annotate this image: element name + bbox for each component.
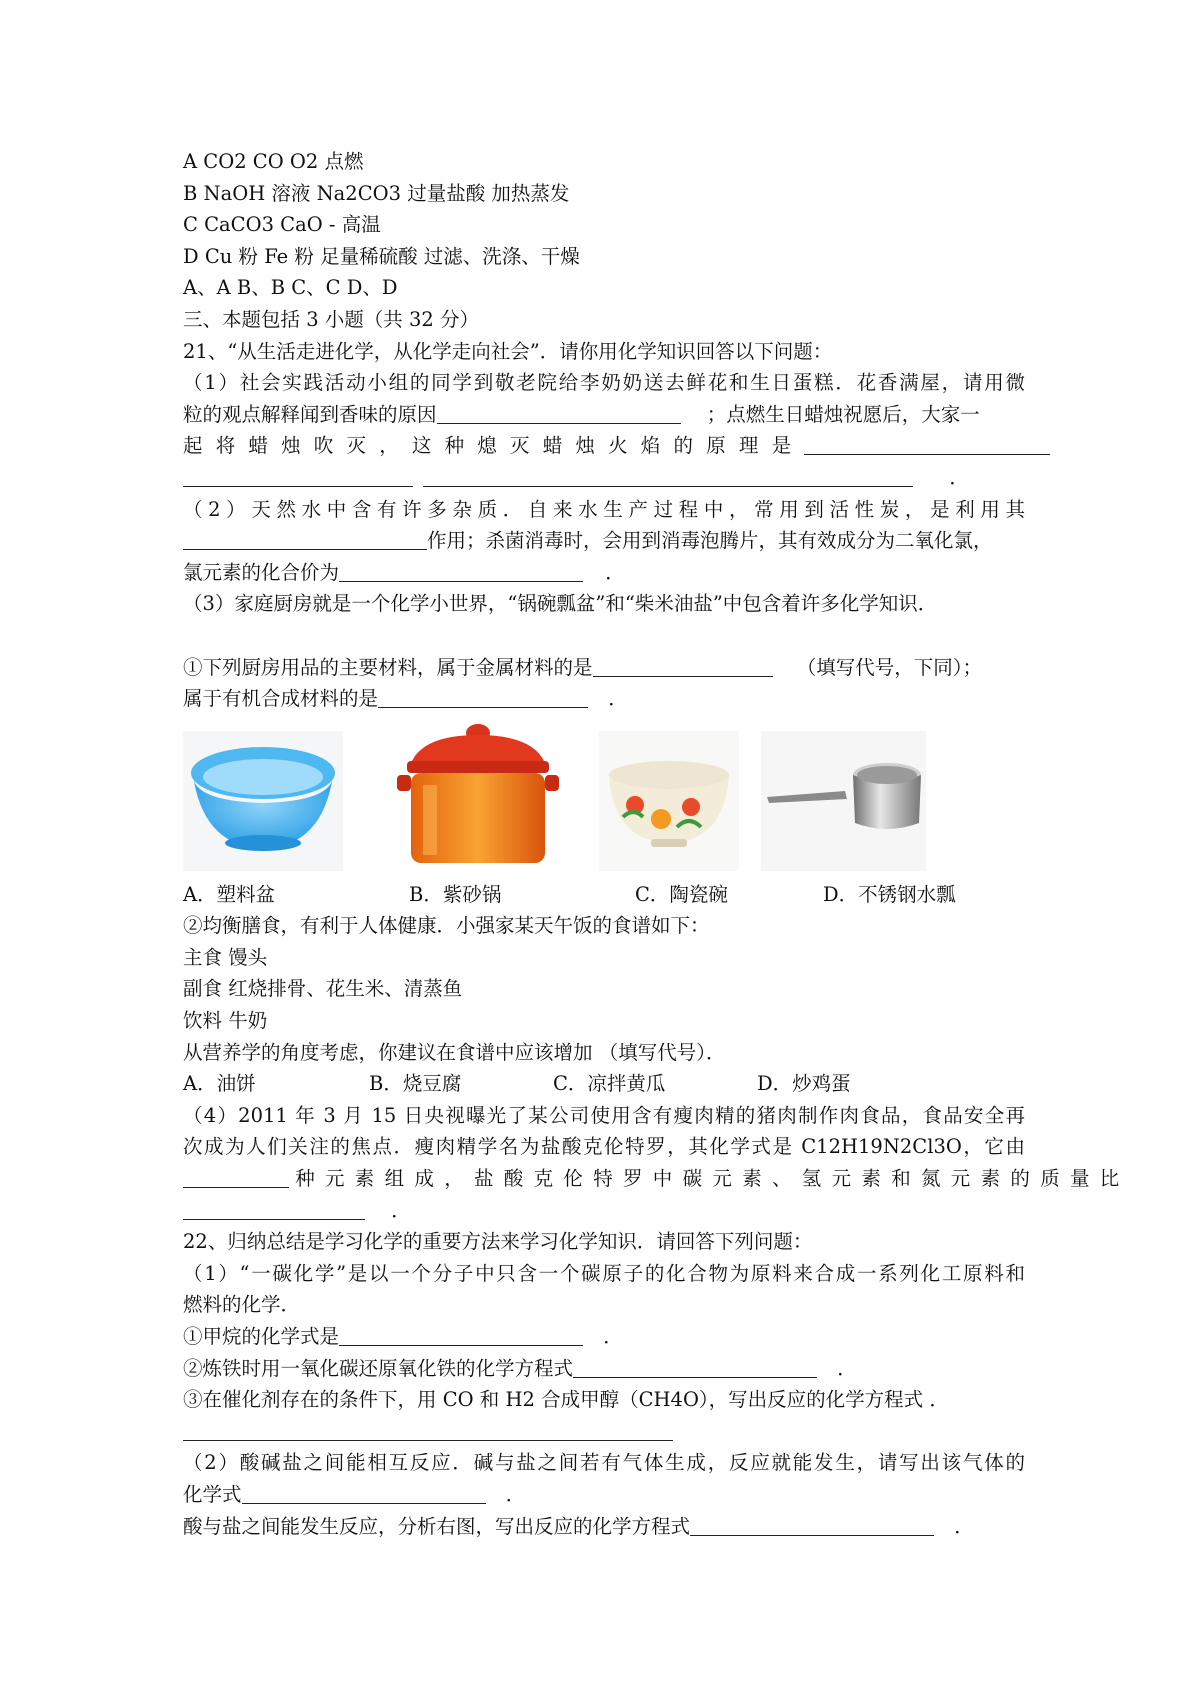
option-row-c: C CaCO3 CaO - 高温 (183, 213, 381, 237)
kitchen-option-b: B．紫砂锅 (409, 882, 502, 906)
q21-p4-line1: （4）2011 年 3 月 15 日央视曝光了某公司使用含有瘦肉精的猪肉制作肉食品，食品安全再 (183, 1103, 1025, 1127)
option-row-d: D Cu 粉 Fe 粉 足量稀硫酸 过滤、洗涤、干燥 (183, 244, 580, 268)
q21-p4-text: 种元素组成，盐酸克伦特罗中碳元素、氢元素和氮元素的质量比 (295, 1167, 1130, 1191)
q22-q2-text: ②炼铁时用一氧化碳还原氧化铁的化学方程式 (183, 1356, 574, 1380)
q21-p1-text-a: 粒的观点解释闻到香味的原因 (183, 402, 437, 426)
food-option-d: D．炒鸡蛋 (757, 1072, 851, 1096)
answer-blank[interactable] (242, 1483, 486, 1504)
answer-blank[interactable] (183, 1199, 365, 1220)
option-row-b: B NaOH 溶液 Na2CO3 过量盐酸 加热蒸发 (183, 181, 570, 205)
q22-p2-line1: （2）酸碱盐之间能相互反应．碱与盐之间若有气体生成，反应就能发生，请写出该气体的 (183, 1451, 1025, 1475)
q22-p2-text: 化学式 (183, 1482, 242, 1506)
ceramic-bowl-image (599, 731, 739, 871)
q22-intro: 22、归纳总结是学习化学的重要方法来学习化学知识．请回答下列问题： (183, 1230, 813, 1254)
q21-p2-line3 (183, 557, 1025, 589)
kitchen-options (183, 879, 1025, 911)
answer-blank[interactable] (690, 1515, 934, 1536)
q22-q1-line (183, 1321, 1025, 1353)
q21-p1-text-c: 起将蜡烛吹灭，这种熄灭蜡烛火焰的原理是 (183, 434, 805, 458)
q21-p3-q1-note: （填写代号，下同）； (796, 655, 982, 679)
q21-p3-q2-ask: 从营养学的角度考虑，你建议在食谱中应该增加 （填写代号）． (183, 1040, 726, 1064)
q21-p3-q1-text: ①下列厨房用品的主要材料，属于金属材料的是 (183, 655, 593, 679)
q22-p2-line2 (183, 1479, 1025, 1511)
answer-blank[interactable] (573, 1357, 817, 1378)
period: ． (605, 560, 625, 584)
food-options (183, 1068, 1025, 1100)
period: ． (505, 1482, 526, 1506)
menu-staple: 主食 馒头 (183, 945, 268, 969)
period: ． (391, 1198, 411, 1222)
q22-q2-line (183, 1353, 1025, 1385)
q22-p1-line2: 燃料的化学． (183, 1293, 301, 1317)
q21-p3-q2: ②均衡膳食，有利于人体健康．小强家某天午饭的食谱如下： (183, 914, 710, 938)
menu-side-dishes: 副食 红烧排骨、花生米、清蒸鱼 (183, 977, 463, 1001)
answer-blank[interactable] (183, 466, 413, 487)
kitchen-images (183, 731, 1025, 871)
q21-p1-line1: （1）社会实践活动小组的同学到敬老院给李奶奶送去鲜花和生日蛋糕．花香满屋，请用微 (183, 371, 1025, 395)
answer-blank[interactable] (593, 656, 773, 677)
food-option-c: C．凉拌黄瓜 (553, 1072, 666, 1096)
option-row-a: A CO2 CO O2 点燃 (183, 150, 364, 173)
period: ． (837, 1356, 857, 1380)
q21-p2-text-b: 氯元素的化合价为 (183, 560, 340, 584)
period: ． (949, 465, 969, 489)
section-heading: 三、本题包括 3 小题（共 32 分） (183, 307, 480, 331)
kitchen-option-d: D．不锈钢水瓢 (823, 882, 956, 906)
kitchen-option-c: C．陶瓷碗 (635, 882, 728, 906)
q21-p2-line2 (183, 525, 1025, 557)
answer-blank[interactable] (339, 561, 583, 582)
q22-p2-line3 (183, 1511, 1025, 1543)
q22-p1-line1: （1）“一碳化学”是以一个分子中只含一个碳原子的化合物为原料来合成一系列化工原料和 (183, 1261, 1025, 1285)
steel-ladle-image (761, 731, 926, 871)
q22-q3-line: ③在催化剂存在的条件下，用 CO 和 H2 合成甲醇（CH4O），写出反应的化学方程式 ． (183, 1388, 949, 1412)
menu-drink: 饮料 牛奶 (183, 1009, 268, 1033)
food-option-a: A．油饼 (183, 1072, 256, 1096)
q21-p3-q1-line1 (183, 652, 1025, 684)
period: ． (608, 687, 628, 711)
q21-p1-line3 (183, 430, 1025, 462)
q21-p3-q1-line2 (183, 683, 1025, 715)
q21-p2-line1: （2）天然水中含有许多杂质．自来水生产过程中，常用到活性炭，是利用其 (183, 497, 1025, 521)
q21-p1-line4 (183, 462, 1025, 494)
plastic-basin-image (183, 731, 343, 871)
answer-blank[interactable] (183, 1167, 289, 1188)
q21-p4-line2: 次成为人们关注的焦点．瘦肉精学名为盐酸克伦特罗，其化学式是 C12H19N2Cl3O，它由 (183, 1135, 1025, 1159)
answer-blank[interactable] (423, 466, 913, 487)
answer-blank[interactable] (183, 1420, 673, 1441)
answer-choices: A、A B、B C、C D、D (183, 276, 398, 300)
q21-p4-line3 (183, 1163, 1130, 1195)
q21-p1-line2 (183, 399, 1025, 431)
clay-pot-image (393, 715, 563, 871)
page-content (183, 146, 1130, 1542)
food-option-b: B．烧豆腐 (369, 1072, 462, 1096)
q22-p2-text-b: 酸与盐之间能发生反应，分析右图，写出反应的化学方程式 (183, 1514, 691, 1538)
answer-blank[interactable] (183, 529, 427, 550)
answer-blank[interactable] (378, 687, 588, 708)
period: ． (603, 1325, 623, 1348)
answer-blank[interactable] (437, 403, 681, 424)
q21-p2-text: 作用；杀菌消毒时，会用到消毒泡腾片，其有效成分为二氧化氯， (427, 529, 993, 553)
kitchen-option-a: A．塑料盆 (183, 882, 276, 906)
q21-intro: 21、“从生活走进化学，从化学走向社会”．请你用化学知识回答以下问题： (183, 339, 833, 363)
answer-blank[interactable] (804, 434, 1050, 455)
answer-blank[interactable] (339, 1325, 583, 1346)
q21-p3-q1-text-c: 属于有机合成材料的是 (183, 687, 379, 711)
q21-p1-text-b: ；点燃生日蜡烛祝愿后，大家一 (706, 402, 980, 426)
q22-q1-text: ①甲烷的化学式是 (183, 1325, 340, 1348)
q22-q3-blank-line (183, 1416, 1025, 1448)
q21-p4-line4 (183, 1195, 1025, 1227)
q21-p3-line1: （3）家庭厨房就是一个化学小世界，“锅碗瓢盆”和“柴米油盐”中包含着许多化学知识． (183, 592, 938, 616)
period: ． (954, 1514, 974, 1538)
